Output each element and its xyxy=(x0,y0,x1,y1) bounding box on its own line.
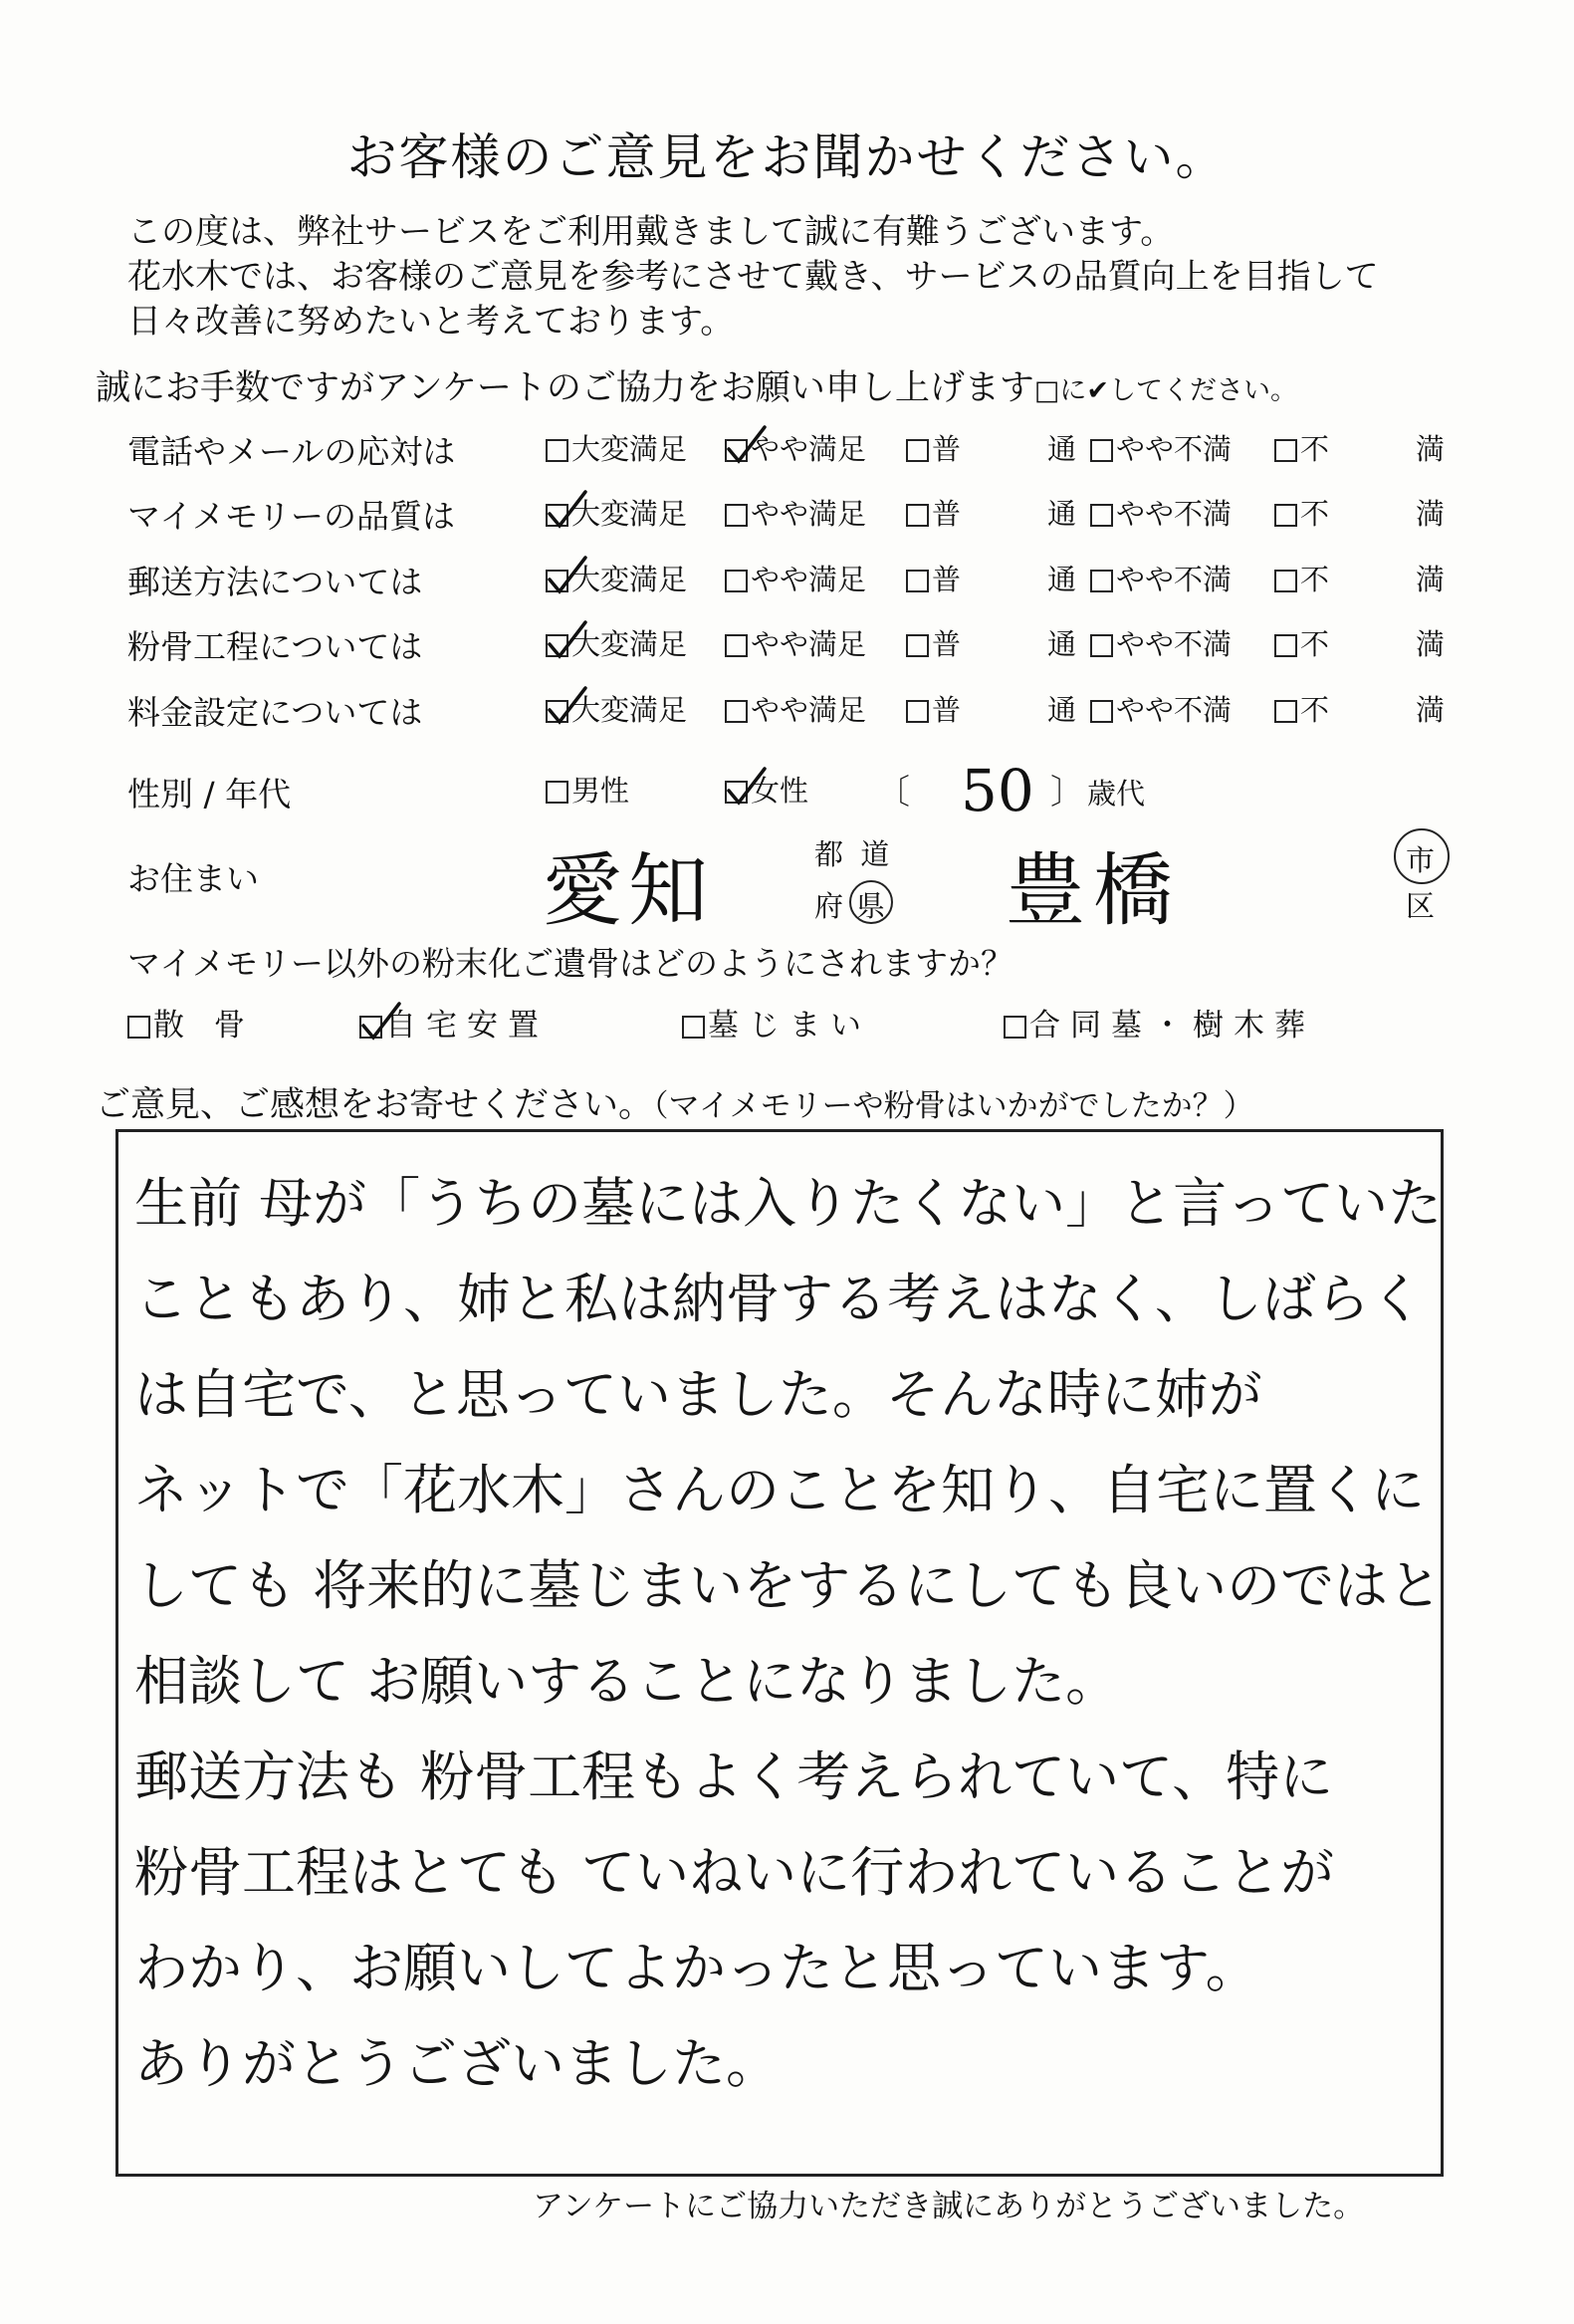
gender-female-option[interactable] xyxy=(725,772,808,810)
rating-label-somewhat-satisfied: やや満足 xyxy=(751,563,867,596)
rating-option-somewhat-satisfied[interactable] xyxy=(725,430,866,468)
comment-line: は自宅で、と思っていました。そんな時に姉が xyxy=(134,1363,1262,1426)
gender-male-label: 男性 xyxy=(571,774,630,808)
rating-option-somewhat-dissatisfied[interactable] xyxy=(1090,691,1232,729)
rating-checkbox-very-satisfied[interactable] xyxy=(546,700,568,723)
rating-option-somewhat-satisfied[interactable] xyxy=(725,561,866,598)
remains-option-home[interactable] xyxy=(359,1000,549,1045)
rating-checkbox-somewhat-dissatisfied[interactable] xyxy=(1090,439,1113,462)
remains-checkbox-home[interactable] xyxy=(359,1016,382,1039)
rating-label-dissatisfied: 不 満 xyxy=(1300,563,1446,596)
rating-label-neutral: 普 通 xyxy=(932,563,1077,596)
rating-option-dissatisfied[interactable] xyxy=(1274,430,1445,468)
remains-checkbox-scatter[interactable] xyxy=(127,1016,150,1039)
rating-checkbox-somewhat-dissatisfied[interactable] xyxy=(1090,634,1113,657)
comment-line: ありがとうございました。 xyxy=(134,2032,780,2095)
rating-label-very-satisfied: 大変満足 xyxy=(571,497,688,531)
city-suffix-shi: 市 xyxy=(1406,843,1436,877)
rating-option-dissatisfied[interactable] xyxy=(1274,561,1445,598)
rating-checkbox-very-satisfied[interactable] xyxy=(546,570,568,592)
comment-heading xyxy=(96,1077,1254,1127)
rating-label-neutral: 普 通 xyxy=(932,497,1077,531)
pref-suffix-top: 都 道 xyxy=(814,837,894,871)
comment-line: しても 将来的に墓じまいをするにしても良いのではと xyxy=(134,1554,1443,1617)
request-hint: □に✔してください。 xyxy=(1033,375,1298,406)
request-line xyxy=(96,360,1297,410)
comment-line: こともあり、姉と私は納骨する考えはなく、しばらく xyxy=(134,1268,1424,1330)
comment-line: 郵送方法も 粉骨工程もよく考えられていて、特に xyxy=(134,1745,1334,1808)
rating-label-somewhat-dissatisfied: やや不満 xyxy=(1116,432,1233,466)
prefecture-value: 愛知 xyxy=(543,844,714,937)
question-label-1: 電話やメールの応対は xyxy=(127,432,456,471)
page-title: お客様のご意見をお聞かせください。 xyxy=(346,128,1228,186)
rating-label-neutral: 普 通 xyxy=(932,432,1077,466)
rating-checkbox-neutral[interactable] xyxy=(906,700,929,723)
rating-checkbox-very-satisfied[interactable] xyxy=(546,504,568,527)
city-selected-circle xyxy=(1394,828,1450,884)
rating-checkbox-dissatisfied[interactable] xyxy=(1274,570,1297,592)
remains-label-joint-grave: 合同墓・樹木葬 xyxy=(1029,1008,1315,1044)
intro-line-2: 花水木では、お客様のご意見を参考にさせて戴き、サービスの品質向上を目指して xyxy=(127,257,1379,297)
rating-checkbox-somewhat-satisfied[interactable] xyxy=(725,700,748,723)
remains-label-scatter: 散 骨 xyxy=(153,1008,255,1044)
age-suffix: 歳代 xyxy=(1087,777,1146,811)
comment-line: 粉骨工程はとても ていねいに行われていることが xyxy=(134,1841,1335,1904)
rating-label-very-satisfied: 大変満足 xyxy=(571,563,688,596)
remains-option-joint-grave[interactable] xyxy=(1004,1000,1315,1045)
rating-label-very-satisfied: 大変満足 xyxy=(571,432,688,466)
rating-option-neutral[interactable] xyxy=(906,495,1076,533)
rating-checkbox-dissatisfied[interactable] xyxy=(1274,634,1297,657)
rating-checkbox-somewhat-dissatisfied[interactable] xyxy=(1090,504,1113,527)
question-label-5: 料金設定については xyxy=(127,693,423,732)
gender-male-option[interactable] xyxy=(546,772,629,810)
age-value: 50 xyxy=(961,757,1034,824)
rating-option-very-satisfied[interactable] xyxy=(546,561,687,598)
request-text: 誠にお手数ですがアンケートのご協力をお願い申し上げます xyxy=(96,368,1034,408)
rating-checkbox-very-satisfied[interactable] xyxy=(546,439,568,462)
rating-label-dissatisfied: 不 満 xyxy=(1300,432,1446,466)
rating-option-somewhat-dissatisfied[interactable] xyxy=(1090,625,1232,663)
rating-checkbox-somewhat-dissatisfied[interactable] xyxy=(1090,570,1113,592)
question-label-4: 粉骨工程については xyxy=(127,627,423,666)
rating-checkbox-dissatisfied[interactable] xyxy=(1274,700,1297,723)
rating-option-somewhat-dissatisfied[interactable] xyxy=(1090,561,1232,598)
comment-line: ネットで「花水木」さんのことを知り、自宅に置くに xyxy=(134,1459,1425,1521)
residence-label: お住まい xyxy=(127,859,259,898)
intro-line-3: 日々改善に努めたいと考えております。 xyxy=(127,302,735,342)
age-bracket-close: 〕 xyxy=(1050,773,1084,813)
comment-line: 生前 母が「うちの墓には入りたくない」と言っていた xyxy=(134,1172,1443,1235)
rating-option-very-satisfied[interactable] xyxy=(546,430,687,468)
rating-checkbox-dissatisfied[interactable] xyxy=(1274,439,1297,462)
rating-option-neutral[interactable] xyxy=(906,430,1076,468)
rating-option-dissatisfied[interactable] xyxy=(1274,691,1445,729)
rating-option-somewhat-dissatisfied[interactable] xyxy=(1090,430,1232,468)
remains-checkbox-grave-closing[interactable] xyxy=(682,1016,705,1039)
remains-label-grave-closing: 墓じまい xyxy=(708,1008,871,1044)
remains-question: マイメモリー以外の粉末化ご遺骨はどのようにされますか？ xyxy=(127,944,1014,983)
city-value: 豊橋 xyxy=(1006,844,1181,937)
rating-checkbox-neutral[interactable] xyxy=(906,439,929,462)
rating-checkbox-dissatisfied[interactable] xyxy=(1274,504,1297,527)
rating-option-dissatisfied[interactable] xyxy=(1274,625,1445,663)
intro-line-1: この度は、弊社サービスをご利用戴きまして誠に有難うございます。 xyxy=(127,212,1175,252)
city-suffix-ku: 区 xyxy=(1406,889,1436,923)
pref-suffix-ken: 県 xyxy=(856,889,886,923)
rating-option-neutral[interactable] xyxy=(906,691,1076,729)
rating-checkbox-neutral[interactable] xyxy=(906,570,929,592)
rating-checkbox-somewhat-satisfied[interactable] xyxy=(725,439,748,462)
question-label-2: マイメモリーの品質は xyxy=(127,497,456,536)
remains-option-scatter[interactable] xyxy=(127,1000,255,1045)
footer-thanks: アンケートにご協力いただき誠にありがとうございました。 xyxy=(533,2189,1365,2224)
rating-label-somewhat-dissatisfied: やや不満 xyxy=(1116,627,1233,661)
age-bracket-open: 〔 xyxy=(876,773,910,813)
rating-checkbox-neutral[interactable] xyxy=(906,634,929,657)
gender-female-label: 女性 xyxy=(751,774,809,808)
rating-label-neutral: 普 通 xyxy=(932,693,1077,727)
rating-option-very-satisfied[interactable] xyxy=(546,495,687,533)
rating-checkbox-somewhat-satisfied[interactable] xyxy=(725,504,748,527)
rating-label-somewhat-dissatisfied: やや不満 xyxy=(1116,497,1233,531)
rating-option-very-satisfied[interactable] xyxy=(546,625,687,663)
comment-line: わかり、お願いしてよかったと思っています。 xyxy=(134,1937,1259,1999)
remains-label-home: 自宅安置 xyxy=(385,1008,549,1044)
rating-checkbox-somewhat-satisfied[interactable] xyxy=(725,570,748,592)
rating-option-neutral[interactable] xyxy=(906,625,1076,663)
pref-selected-circle xyxy=(849,880,893,924)
rating-option-somewhat-satisfied[interactable] xyxy=(725,625,866,663)
rating-option-somewhat-dissatisfied[interactable] xyxy=(1090,495,1232,533)
rating-checkbox-somewhat-satisfied[interactable] xyxy=(725,634,748,657)
rating-option-very-satisfied[interactable] xyxy=(546,691,687,729)
rating-label-very-satisfied: 大変満足 xyxy=(571,627,688,661)
rating-label-somewhat-satisfied: やや満足 xyxy=(751,693,867,727)
rating-label-somewhat-satisfied: やや満足 xyxy=(751,627,867,661)
remains-option-grave-closing[interactable] xyxy=(682,1000,871,1045)
rating-label-dissatisfied: 不 満 xyxy=(1300,693,1446,727)
gender-age-label: 性別 / 年代 xyxy=(127,775,292,813)
rating-label-neutral: 普 通 xyxy=(932,627,1077,661)
comment-heading-main: ご意見、ご感想をお寄せください。 xyxy=(96,1085,654,1125)
rating-option-somewhat-satisfied[interactable] xyxy=(725,691,866,729)
rating-label-somewhat-satisfied: やや満足 xyxy=(751,497,867,531)
gender-male-checkbox[interactable] xyxy=(546,781,568,804)
comment-heading-sub: （マイメモリーや粉骨はいかがでしたか？） xyxy=(653,1088,1254,1124)
comment-line: 相談して お願いすることになりました。 xyxy=(134,1650,1120,1713)
rating-checkbox-very-satisfied[interactable] xyxy=(546,634,568,657)
rating-label-very-satisfied: 大変満足 xyxy=(571,693,688,727)
rating-label-dissatisfied: 不 満 xyxy=(1300,497,1446,531)
rating-label-somewhat-dissatisfied: やや不満 xyxy=(1116,563,1233,596)
gender-female-checkbox[interactable] xyxy=(725,781,748,804)
rating-label-somewhat-dissatisfied: やや不満 xyxy=(1116,693,1233,727)
rating-option-dissatisfied[interactable] xyxy=(1274,495,1445,533)
rating-option-neutral[interactable] xyxy=(906,561,1076,598)
rating-label-dissatisfied: 不 満 xyxy=(1300,627,1446,661)
rating-option-somewhat-satisfied[interactable] xyxy=(725,495,866,533)
question-label-3: 郵送方法については xyxy=(127,563,423,601)
remains-checkbox-joint-grave[interactable] xyxy=(1004,1016,1026,1039)
pref-suffix-fu: 府 xyxy=(814,889,844,923)
rating-label-somewhat-satisfied: やや満足 xyxy=(751,432,867,466)
rating-checkbox-somewhat-dissatisfied[interactable] xyxy=(1090,700,1113,723)
rating-checkbox-neutral[interactable] xyxy=(906,504,929,527)
